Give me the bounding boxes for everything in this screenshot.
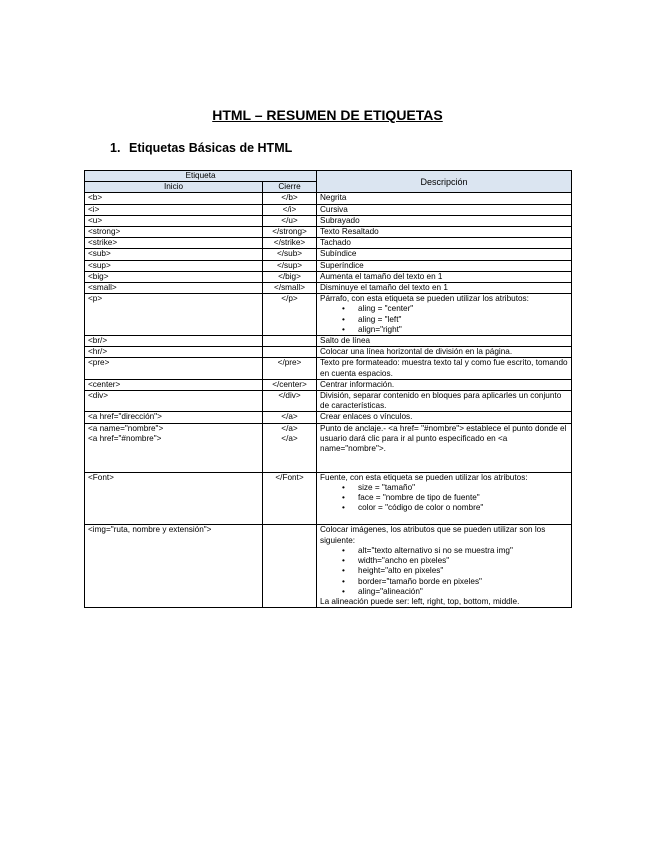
tag-close: </big> xyxy=(263,271,317,282)
table-row xyxy=(85,472,572,525)
tag-description: Texto Resaltado xyxy=(317,227,572,238)
tag-close xyxy=(263,336,317,347)
table-row xyxy=(85,391,572,412)
tag-close xyxy=(263,525,317,608)
tag-close: </small> xyxy=(263,283,317,294)
tag-open: <Font> xyxy=(85,472,263,525)
tag-open: <big> xyxy=(85,271,263,282)
tag-close: </strong> xyxy=(263,227,317,238)
description-text: Párrafo, con esta etiqueta se pueden utilizar los atributos: xyxy=(320,294,529,304)
attribute-list xyxy=(320,546,568,597)
tag-open: <p> xyxy=(85,294,263,336)
tag-description: División, separar contenido en bloques para aplicarles un conjunto de características. xyxy=(317,391,572,412)
tag-description xyxy=(317,472,572,525)
header-inicio: Inicio xyxy=(85,182,263,193)
attribute-item: • color = "código de color o nombre" xyxy=(358,503,568,513)
attribute-item: • face = "nombre de tipo de fuente" xyxy=(358,493,568,503)
table-row xyxy=(85,525,572,608)
table-row xyxy=(85,379,572,390)
tag-close: </pre> xyxy=(263,358,317,379)
attribute-list xyxy=(320,304,568,335)
tag-close: </center> xyxy=(263,379,317,390)
table-row xyxy=(85,283,572,294)
attribute-item: • aling="alineación" xyxy=(358,587,568,597)
header-etiqueta: Etiqueta xyxy=(85,171,317,182)
tag-open xyxy=(85,423,263,472)
attribute-item: • width="ancho en pixeles" xyxy=(358,556,568,566)
header-descripcion: Descripción xyxy=(317,171,572,193)
attribute-item: • border="tamaño borde en pixeles" xyxy=(358,577,568,587)
table-row xyxy=(85,412,572,423)
description-text: Colocar imágenes, los atributos que se pueden utilizar son los siguiente: xyxy=(320,525,546,545)
tag-description: Negrita xyxy=(317,193,572,204)
tag-close: </b> xyxy=(263,193,317,204)
tag-open: <hr/> xyxy=(85,347,263,358)
tag-description: Crear enlaces o vínculos. xyxy=(317,412,572,423)
page-title: HTML – RESUMEN DE ETIQUETAS xyxy=(212,107,443,123)
description-text: Fuente, con esta etiqueta se pueden utilizar los atributos: xyxy=(320,472,528,482)
tag-close: </Font> xyxy=(263,472,317,525)
tag-open: <b> xyxy=(85,193,263,204)
table-row xyxy=(85,260,572,271)
tag-description: Disminuye el tamaño del texto en 1 xyxy=(317,283,572,294)
tag-description: Colocar una línea horizontal de división en la página. xyxy=(317,347,572,358)
tag-close: </div> xyxy=(263,391,317,412)
tag-description: Tachado xyxy=(317,238,572,249)
tag-open: <br/> xyxy=(85,336,263,347)
tag-close xyxy=(263,347,317,358)
table-row xyxy=(85,347,572,358)
table-row xyxy=(85,249,572,260)
tag-close: </i> xyxy=(263,204,317,215)
tag-close: </sub> xyxy=(263,249,317,260)
tag-open: <u> xyxy=(85,215,263,226)
tag-description: Salto de línea xyxy=(317,336,572,347)
tag-open: <div> xyxy=(85,391,263,412)
table-row xyxy=(85,215,572,226)
tag-description: Subíndice xyxy=(317,249,572,260)
tag-open: <center> xyxy=(85,379,263,390)
attribute-item: • alt="texto alternativo si no se muestra img" xyxy=(358,546,568,556)
tag-description: Texto pre formateado: muestra texto tal y como fue escrito, tomando en cuenta espacios. xyxy=(317,358,572,379)
tag-close: </sup> xyxy=(263,260,317,271)
attribute-list xyxy=(320,483,568,514)
table-row xyxy=(85,423,572,472)
attribute-item: • height="alto en pixeles" xyxy=(358,566,568,576)
table-row xyxy=(85,294,572,336)
tag-description: Superíndice xyxy=(317,260,572,271)
tag-close: </a> xyxy=(263,412,317,423)
tag-description xyxy=(317,294,572,336)
tag-open: <pre> xyxy=(85,358,263,379)
tag-open: <sub> xyxy=(85,249,263,260)
tag-close-line: </a> xyxy=(281,423,298,433)
tags-table xyxy=(84,170,572,608)
table-row xyxy=(85,204,572,215)
attribute-item: • aling = "center" xyxy=(358,304,568,314)
section-number: 1. xyxy=(110,141,121,155)
tag-open: <sup> xyxy=(85,260,263,271)
header-cierre: Cierre xyxy=(263,182,317,193)
section-heading xyxy=(110,141,292,155)
table-row xyxy=(85,193,572,204)
table-row xyxy=(85,336,572,347)
tag-description xyxy=(317,525,572,608)
tag-description: Cursiva xyxy=(317,204,572,215)
table-row xyxy=(85,358,572,379)
tag-close xyxy=(263,423,317,472)
tag-open-line: <a href="#nombre"> xyxy=(88,433,162,443)
alignment-note: La alineación puede ser: left, right, top, bottom, middle. xyxy=(320,596,520,606)
attribute-item: • size = "tamaño" xyxy=(358,483,568,493)
table-row xyxy=(85,271,572,282)
tag-open: <strong> xyxy=(85,227,263,238)
tag-open: <img="ruta, nombre y extensión"> xyxy=(85,525,263,608)
tag-description: Centrar información. xyxy=(317,379,572,390)
tag-description: Subrayado xyxy=(317,215,572,226)
tag-open: <i> xyxy=(85,204,263,215)
tag-description: Aumenta el tamaño del texto en 1 xyxy=(317,271,572,282)
tag-close: </p> xyxy=(263,294,317,336)
tag-open: <a href="dirección"> xyxy=(85,412,263,423)
tag-close: </strike> xyxy=(263,238,317,249)
tag-close: </u> xyxy=(263,215,317,226)
tag-open: <small> xyxy=(85,283,263,294)
tag-close-line: </a> xyxy=(281,433,298,443)
table-row xyxy=(85,238,572,249)
attribute-item: • aling = "left" xyxy=(358,315,568,325)
tag-open: <strike> xyxy=(85,238,263,249)
attribute-item: • align="right" xyxy=(358,325,568,335)
tag-open-line: <a name="nombre"> xyxy=(88,423,164,433)
tag-description: Punto de anclaje.- <a href= "#nombre"> establece el punto donde el usuario dará clic para ir al punto especificado en <a name="nombre">. xyxy=(317,423,572,472)
table-row xyxy=(85,227,572,238)
section-title: Etiquetas Básicas de HTML xyxy=(129,141,293,155)
